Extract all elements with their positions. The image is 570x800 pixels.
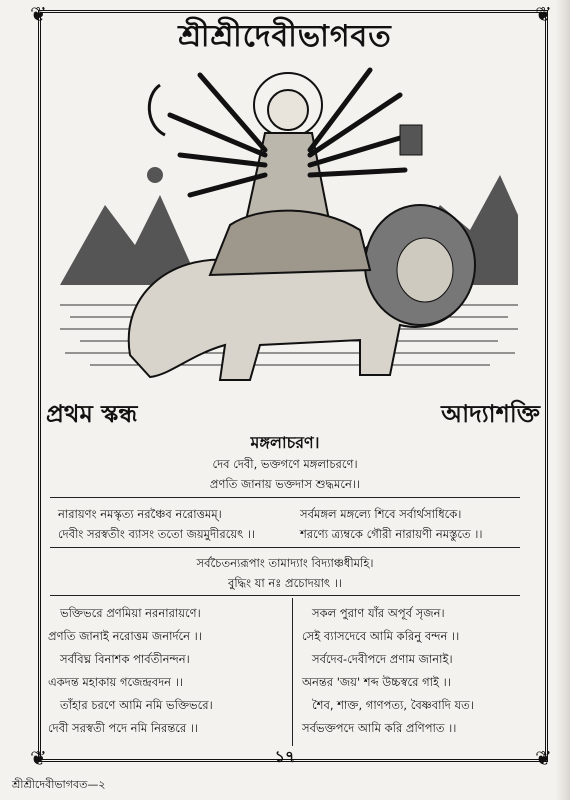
corner-ornament-icon: ❦ — [30, 2, 47, 26]
footer-text: শ্রীশ্রীদেবীভাগবত—২ — [12, 778, 106, 791]
verse-line: প্রণতি জানায় ভক্তদাস শুদ্ধমনে।। — [209, 477, 361, 491]
column-divider — [292, 598, 293, 746]
verse-line: শৈব, শাক্ত, গাণপত্য, বৈষ্ণবাদি যত। — [312, 698, 474, 712]
page-title: শ্রীশ্রীদেবীভাগবত — [178, 19, 392, 54]
sanskrit-line: দেবীং সরস্বতীং ব্যাসং ততো জয়মুদীরয়েৎ ।। — [58, 527, 256, 541]
divider — [50, 497, 520, 498]
verse-line: অনন্তর 'জয়' শব্দ উচ্চস্বরে গাই ।। — [302, 675, 451, 689]
corner-ornament-icon: ❦ — [30, 746, 47, 770]
verse-line: সকল পুরাণ যাঁর অপূর্ব সৃজন। — [312, 606, 445, 620]
sanskrit-line: বুদ্ধিং যা নঃ প্রচোদয়াৎ ।। — [228, 576, 342, 590]
page-edge-shadow — [556, 0, 570, 800]
verse-line: সর্ববিঘ্ন বিনাশক পার্বতীনন্দন। — [60, 652, 190, 666]
sanskrit-line: নারায়ণং নমস্কৃত্য নরঞ্চৈব নরোত্তমম্‌। — [58, 507, 222, 521]
verse-line: দেব দেবী, ভক্তগণে মঙ্গলাচরণে। — [212, 457, 358, 471]
verse-line: সেই ব্যাসদেবে আমি করিনু বন্দন ।। — [302, 629, 460, 643]
sanskrit-line: সর্বমঙ্গল মঙ্গল্যে শিবে সর্বার্থসাধিকে। — [300, 507, 462, 521]
verse-line: সর্বভক্তপদে আমি করি প্রণিপাত ।। — [302, 721, 457, 735]
divider — [50, 595, 520, 596]
corner-ornament-icon: ❦ — [535, 2, 552, 26]
verse-line: সর্বদেব-দেবীপদে প্রণাম জানাই। — [312, 652, 453, 666]
verse-line: একদন্ত মহাকায় গজেন্দ্রবদন ।। — [48, 675, 183, 689]
corner-ornament-icon: ❦ — [535, 746, 552, 770]
verse-line: তাঁহার চরণে আমি নমি ভক্তিভরে। — [60, 698, 213, 712]
sanskrit-line: শরণ্যে ত্র্যম্বকে গৌরী নারায়ণী নমস্তুতে ।। — [300, 527, 483, 541]
sanskrit-line: সর্বচৈতন্যরূপাং তামাদ্যাং বিদ্যাঞ্চধীমহি। — [196, 556, 374, 570]
verse-line: ভক্তিভরে প্রণমিয়া নরনারায়ণে। — [60, 606, 201, 620]
divider — [50, 547, 520, 548]
verse-line: প্রণতি জানাই নরোত্তম জনার্দনে ।। — [48, 629, 202, 643]
verse-line: দেবী সরস্বতী পদে নমি নিরন্তরে ।। — [48, 721, 199, 735]
section-heading-left: প্রথম স্কন্ধ — [46, 400, 138, 428]
section-heading-right: আদ্যাশক্তি — [441, 400, 540, 428]
subheading: মঙ্গলাচরণ। — [250, 433, 320, 452]
page-number: ১৭ — [274, 747, 296, 766]
goddess-on-lion-illustration — [60, 55, 518, 387]
